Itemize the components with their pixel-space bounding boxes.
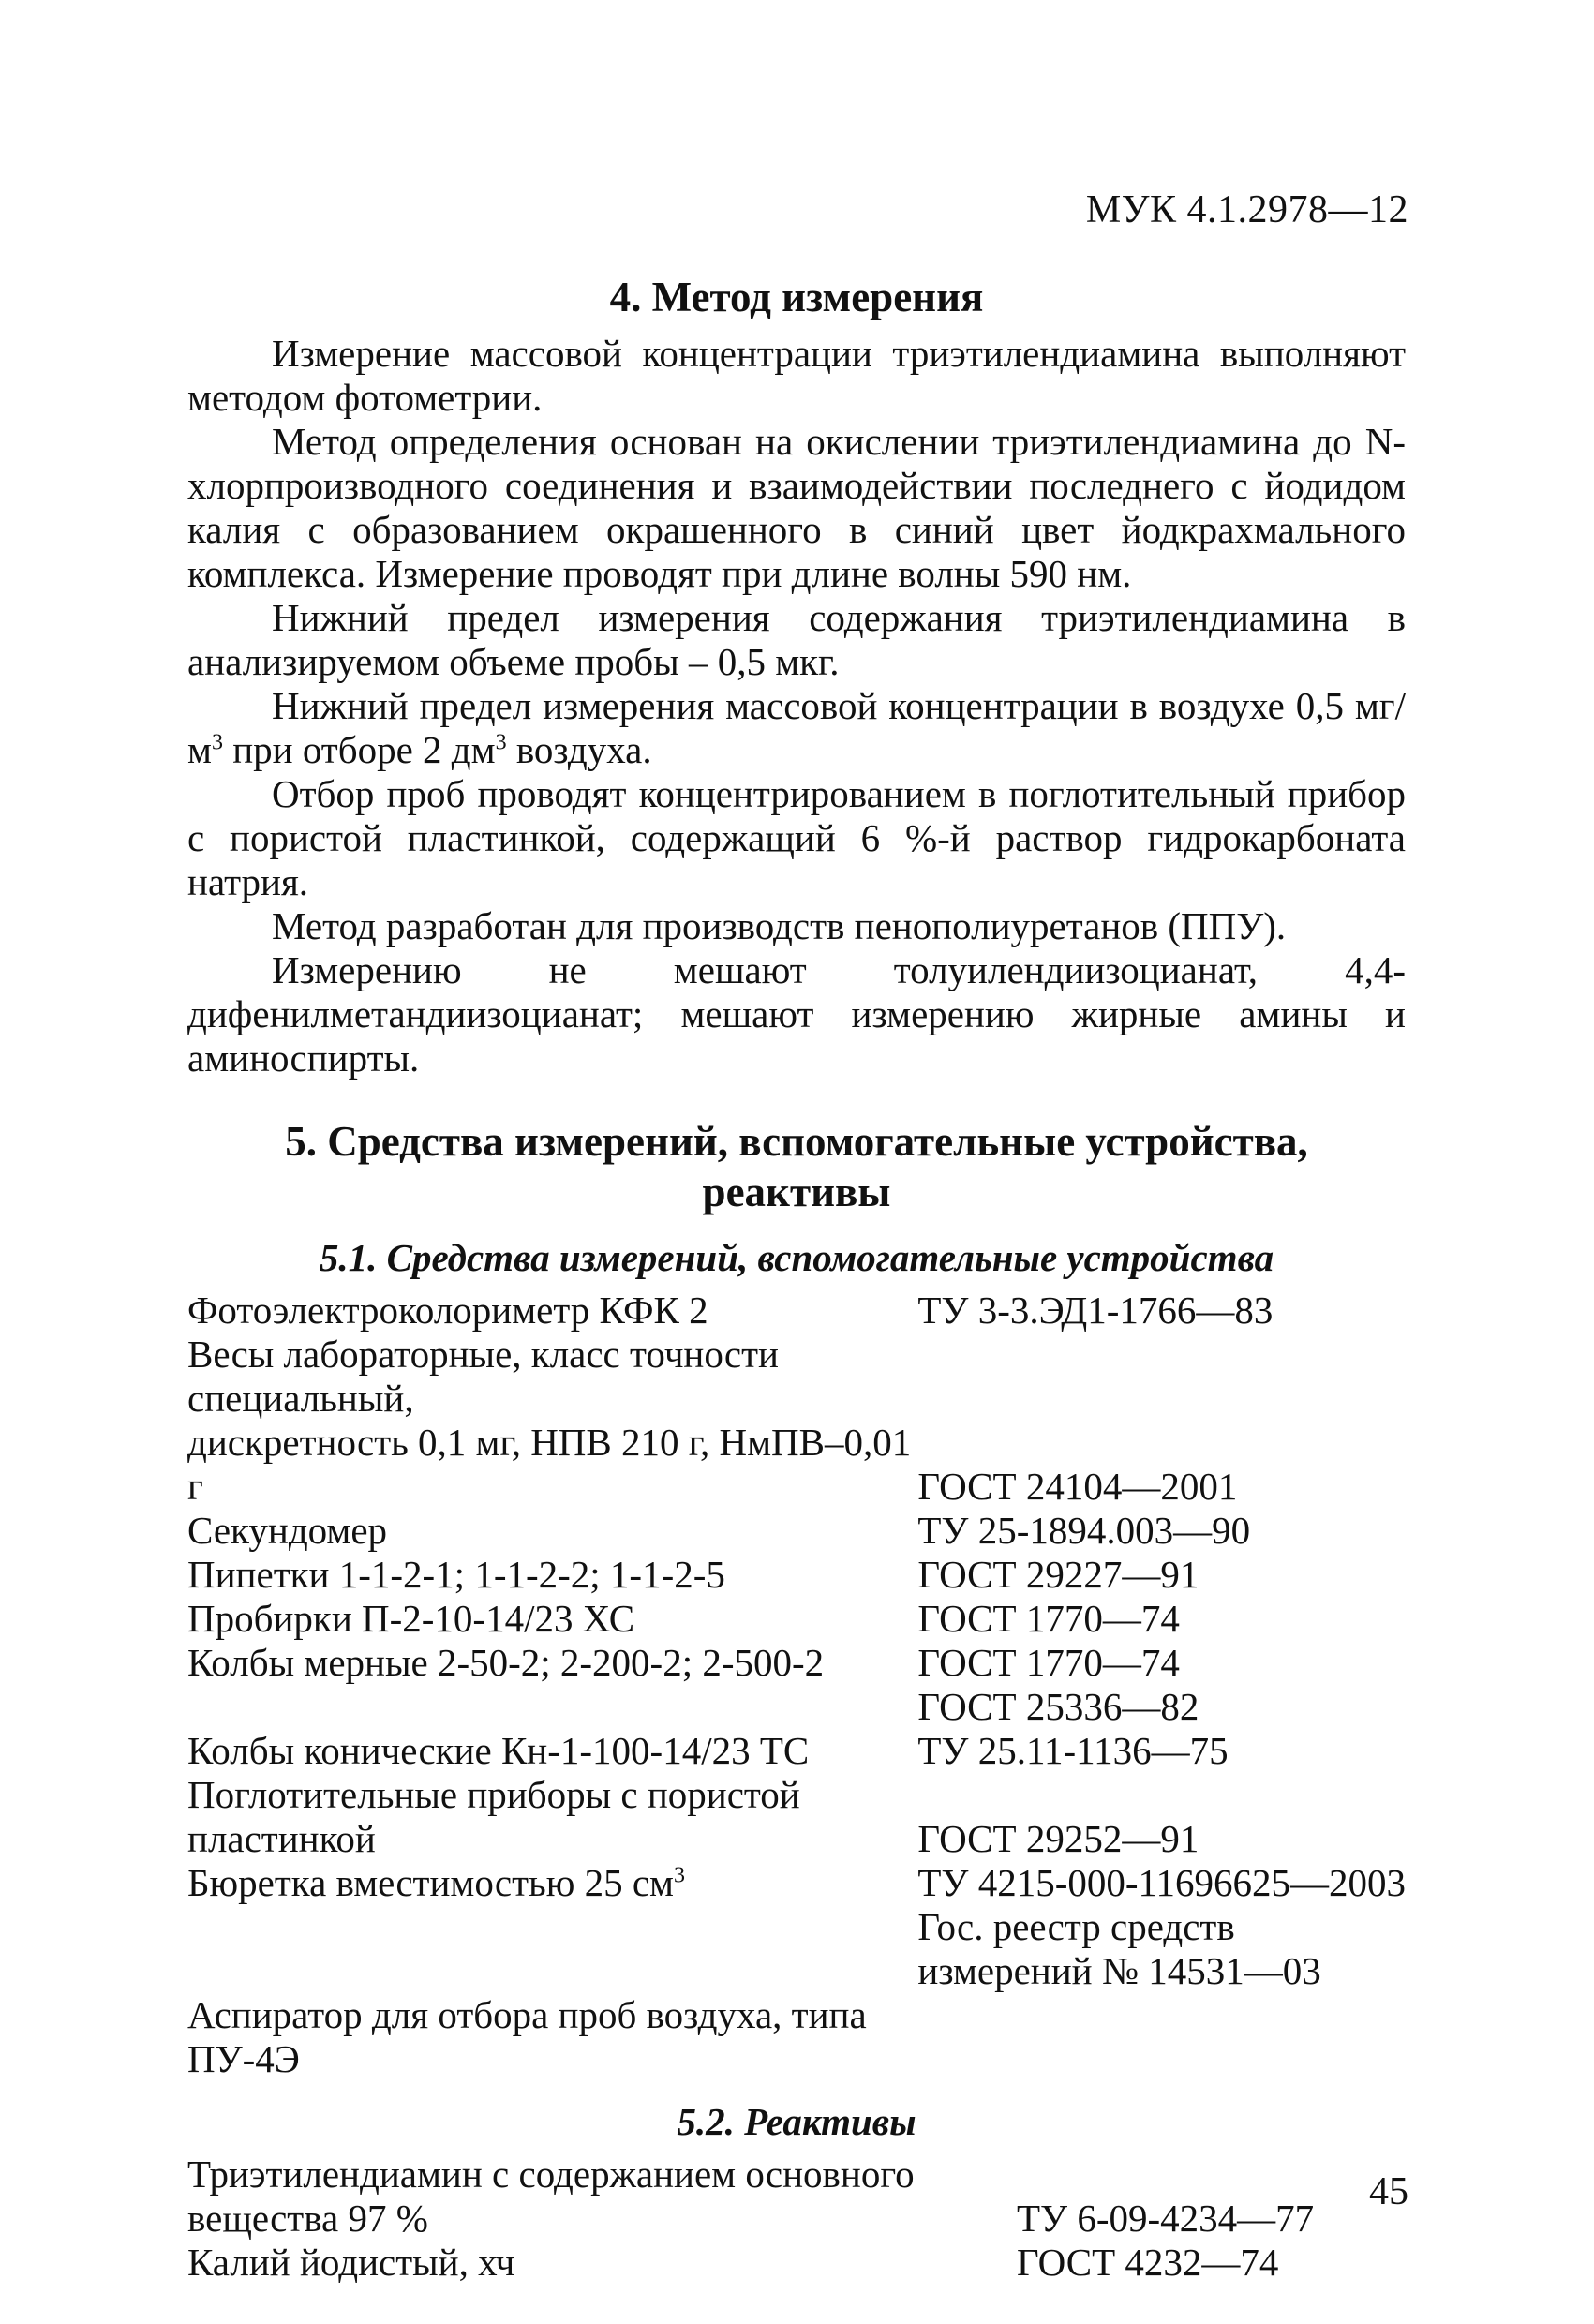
item-name: Поглотительные приборы с пористой пластинкой	[187, 1773, 800, 1860]
item-name: Секундомер	[187, 1509, 388, 1552]
item-standard: ТУ 25.11-1136—75	[917, 1729, 1229, 1772]
item-standard: Гос. реестр средств	[917, 1905, 1235, 1948]
item-standard: ТУ 6-09-4234—77	[1017, 2197, 1315, 2240]
table-row	[187, 1773, 1406, 1861]
section-5-title: 5. Средства измерений, вспомогательные устройства, реактивы	[285, 1118, 1308, 1215]
item-name: Фотоэлектроколориметр КФК 2	[187, 1289, 708, 1332]
item-standard: измерений № 14531—03	[917, 1949, 1321, 1992]
item-standard: ТУ 25-1894.003—90	[917, 1509, 1251, 1552]
table-row	[187, 2241, 1406, 2285]
item-standard: ГОСТ 1770—74	[917, 1641, 1180, 1684]
table-row	[187, 1421, 1406, 1509]
item-standard: ТУ 3-3.ЭД1-1766—83	[917, 1289, 1274, 1332]
superscript: 3	[673, 1863, 685, 1888]
item-standard: ГОСТ 4232—74	[1017, 2241, 1279, 2284]
table-row	[187, 1597, 1406, 1641]
table-row	[187, 1905, 1406, 1949]
item-standard	[917, 1333, 1406, 1421]
table-row	[187, 1685, 1406, 1729]
paragraph: Измерению не мешают толуилендиизоцианат, 4,4-дифенилметандиизоцианат; мешают измерению жирные амины и аминоспирты.	[187, 948, 1406, 1080]
item-standard: ГОСТ 1770—74	[917, 1597, 1180, 1640]
item-name	[187, 1949, 917, 1993]
table-row	[187, 1993, 1406, 2081]
paragraph: Нижний предел измерения содержания триэтилендиамина в анализируемом объеме пробы – 0,5 мкг.	[187, 596, 1406, 683]
item-standard: ГОСТ 29252—91	[917, 1817, 1199, 1860]
item-name: вещества 97 %	[187, 2197, 428, 2240]
item-name: Пипетки 1-1-2-1; 1-1-2-2; 1-1-2-5	[187, 1553, 725, 1596]
superscript: 3	[495, 730, 507, 755]
item-name: Пробирки П-2-10-14/23 ХС	[187, 1597, 635, 1640]
page-number: 45	[1369, 2170, 1408, 2213]
table-row	[187, 2197, 1406, 2241]
text-fragment: воздуха.	[506, 728, 652, 771]
equipment-table	[187, 1289, 1406, 2081]
table-row	[187, 1641, 1406, 1685]
table-row	[187, 1861, 1406, 1905]
superscript: 3	[211, 730, 223, 755]
section-4-title: 4. Метод измерения	[609, 274, 984, 320]
item-standard: ГОСТ 29227—91	[917, 1553, 1199, 1596]
item-name: Колбы мерные 2-50-2; 2-200-2; 2-500-2	[187, 1641, 825, 1684]
item-standard: ТУ 4215-000-11696625—2003	[917, 1861, 1406, 1904]
table-row	[187, 1289, 1406, 1333]
table-row	[187, 1333, 1406, 1421]
item-standard	[917, 1993, 1406, 2081]
text-fragment: Бюретка вместимостью 25 см	[187, 1861, 674, 1904]
item-standard: ГОСТ 24104—2001	[917, 1465, 1238, 1508]
table-row	[187, 1729, 1406, 1773]
table-row	[187, 1509, 1406, 1553]
item-name: Весы лабораторные, класс точности специальный,	[187, 1333, 779, 1420]
item-name: Аспиратор для отбора проб воздуха, типа ПУ-4Э	[187, 1993, 867, 2080]
paragraph: Метод разработан для производств пенополиуретанов (ППУ).	[272, 904, 1287, 947]
paragraph-detection-limit	[187, 684, 1406, 772]
item-name: Триэтилендиамин с содержанием основного	[187, 2153, 915, 2196]
table-row	[187, 1553, 1406, 1597]
reagents-table	[187, 2153, 1406, 2285]
table-row	[187, 2153, 1406, 2197]
text-fragment: Нижний предел измерения массовой концентрации в воздухе 0,5 мг/м	[187, 684, 1406, 771]
text-fragment: при отборе 2 дм	[222, 728, 496, 771]
paragraph: Измерение массовой концентрации триэтилендиамина выполняют методом фотометрии.	[187, 332, 1406, 419]
subsection-5-1-title: 5.1. Средства измерений, вспомогательные устройства	[319, 1236, 1274, 1279]
item-standard: ГОСТ 25336—82	[917, 1685, 1199, 1728]
table-row	[187, 1949, 1406, 1993]
item-name	[187, 1861, 917, 1905]
document-code: МУК 4.1.2978—12	[1085, 188, 1408, 231]
item-standard	[1017, 2153, 1406, 2197]
item-name	[187, 1685, 917, 1729]
subsection-5-2-title: 5.2. Реактивы	[677, 2100, 916, 2143]
item-name	[187, 1905, 917, 1949]
paragraph: Метод определения основан на окислении триэтилендиамина до N-хлорпроизводного соединения и взаимодействии последнего с йодидом калия с образованием окрашенного в синий цвет йодкрахмального комплекса. Измерение проводят при длине волны 590 нм.	[187, 420, 1406, 595]
item-name: Калий йодистый, хч	[187, 2241, 515, 2284]
item-name: Колбы конические Кн-1-100-14/23 ТС	[187, 1729, 810, 1772]
item-name: дискретность 0,1 мг, НПВ 210 г, НмПВ–0,01 г	[187, 1421, 912, 1508]
paragraph: Отбор проб проводят концентрированием в поглотительный прибор с пористой пластинкой, содержащий 6 %-й раствор гидрокарбоната натрия.	[187, 772, 1406, 903]
page-content	[187, 272, 1406, 2285]
